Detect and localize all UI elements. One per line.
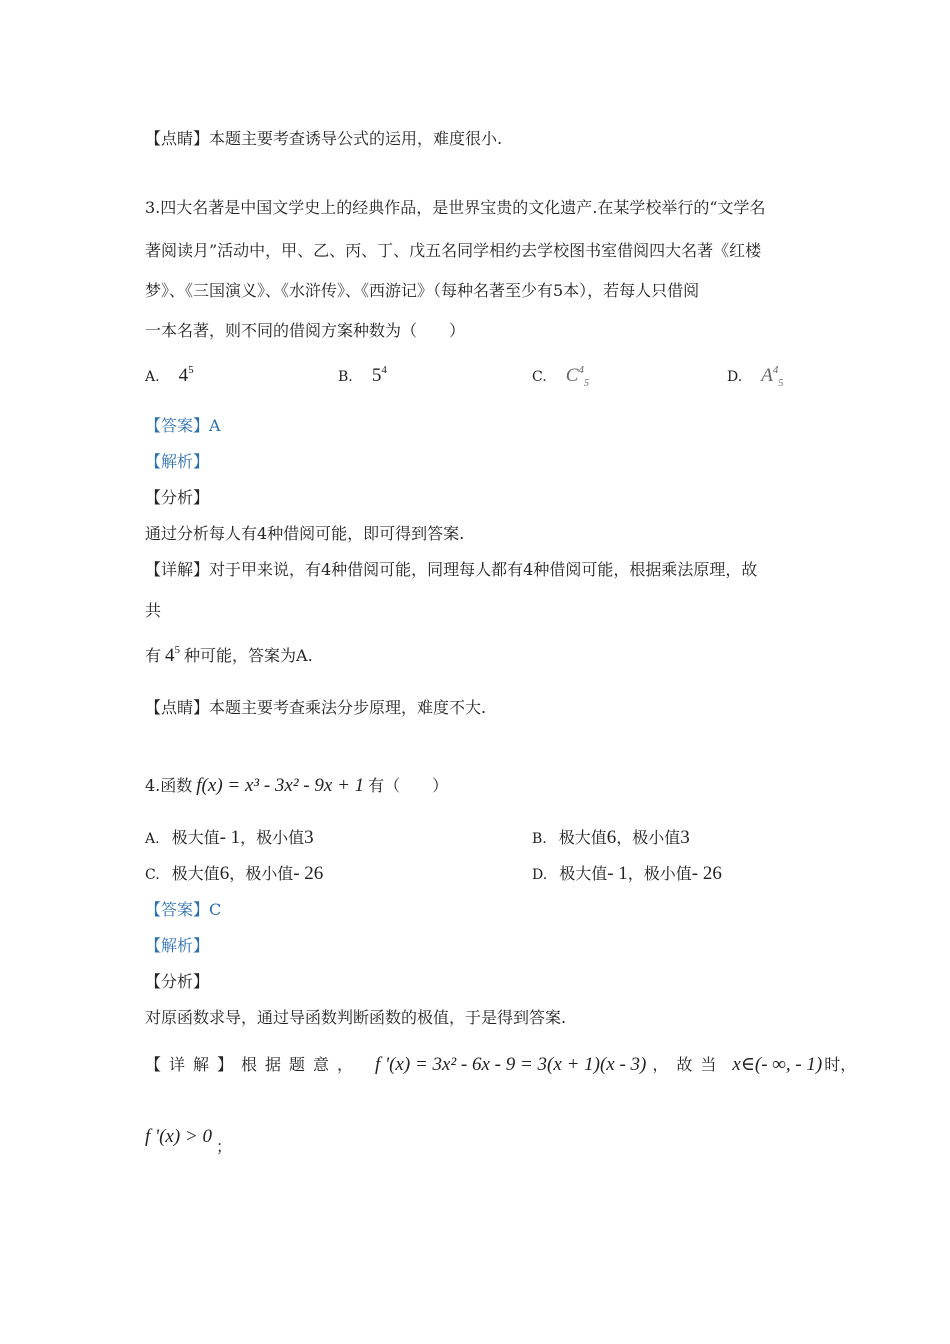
q4-option-c: C. 极大值6，极小值- 26 xyxy=(145,863,324,884)
q3-detail-line-2: 共 xyxy=(145,601,162,620)
q3-fenxi: 【分析】 xyxy=(145,488,210,507)
q3-stem-line-2: 著阅读月”活动中，甲、乙、丙、丁、戊五名同学相约去学校图书室借阅四大名著《红楼 xyxy=(145,241,762,260)
option-expression: $4^5$ xyxy=(178,364,194,386)
q3-detail-line-1: 【详解】对于甲来说，有4种借阅可能，同理每人都有4种借阅可能，根据乘法原理，故 xyxy=(145,560,758,579)
option-letter: A. xyxy=(145,369,160,385)
q3-option-c xyxy=(532,366,589,387)
q3-analysis: 通过分析每人有4种借阅可能，即可得到答案. xyxy=(145,524,465,543)
q3-answer: 【答案】A xyxy=(145,416,221,435)
q3-option-b xyxy=(338,366,387,387)
q3-comment: 【点睛】本题主要考查乘法分步原理，难度不大. xyxy=(145,698,487,717)
q3-detail-line-3: 有 $4^5$ 种可能，答案为A. xyxy=(145,644,313,666)
option-expression: $5^4$ xyxy=(371,364,387,386)
option-letter: D. xyxy=(727,369,743,385)
q4-derivative: f '(x) = 3x² - 6x - 9 = 3(x + 1)(x - 3) xyxy=(375,1054,647,1075)
q4-detail: 【详解】根据题意， f '(x) = 3x² - 6x - 9 = 3(x + 1)(x - 3) ，故当 x∈(- ∞, - 1) 时， xyxy=(145,1054,857,1075)
option-letter: C. xyxy=(532,369,547,385)
q4-result: f '(x) > 0 ； xyxy=(145,1126,233,1156)
q4-interval: x∈(- ∞, - 1) xyxy=(732,1054,823,1075)
q2-comment: 【点睛】本题主要考查诱导公式的运用，难度很小. xyxy=(145,129,503,148)
q4-option-b: B. 极大值6，极小值3 xyxy=(532,827,690,848)
option-letter: B. xyxy=(338,369,353,385)
q4-jiexi: 【解析】 xyxy=(145,936,210,955)
q3-stem-line-1: 3.四大名著是中国文学史上的经典作品，是世界宝贵的文化遗产.在某学校举行的“文学名 xyxy=(145,198,766,217)
option-expression: $A^4_5$ xyxy=(761,364,784,389)
q4-option-d: D. 极大值- 1，极小值- 26 xyxy=(532,863,722,884)
q4-analysis: 对原函数求导，通过导函数判断函数的极值，于是得到答案. xyxy=(145,1008,567,1027)
q3-option-a xyxy=(145,366,194,387)
q3-jiexi: 【解析】 xyxy=(145,452,210,471)
q3-option-d xyxy=(727,366,783,387)
q4-function: f(x) = x³ - 3x² - 9x + 1 xyxy=(196,775,365,796)
q4-option-a: A. 极大值- 1，极小值3 xyxy=(145,827,314,848)
q3-stem-line-4: 一本名著，则不同的借阅方案种数为（ ） xyxy=(145,321,466,340)
q4-fenxi: 【分析】 xyxy=(145,972,210,991)
q4-stem: 4.函数 f(x) = x³ - 3x² - 9x + 1 有（ ） xyxy=(145,775,449,796)
q3-stem-line-3: 梦》、《三国演义》、《水浒传》、《西游记》（每种名著至少有5本），若每人只借阅 xyxy=(145,281,700,300)
q4-answer: 【答案】C xyxy=(145,900,222,919)
option-expression: $C^4_5$ xyxy=(565,364,589,389)
